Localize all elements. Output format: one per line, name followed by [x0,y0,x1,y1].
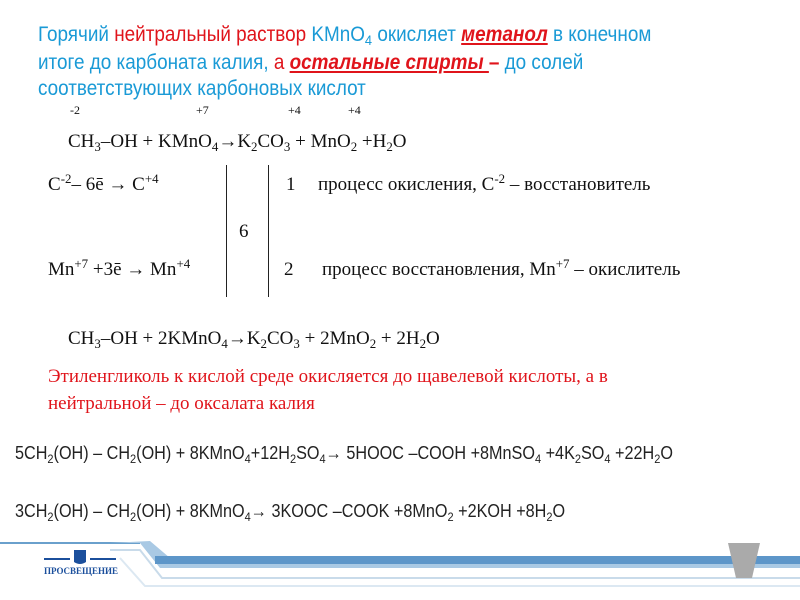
text-segment: 3CH [15,501,48,521]
text-segment: (OH) + 8KMnO [136,443,245,463]
text-segment: 2 [251,139,258,154]
equation-ethylene-glycol-acidic [15,443,673,464]
text-segment: O [426,328,440,349]
oxidation-state: -2 [70,103,80,117]
text-segment: +H [357,131,387,152]
text-segment: 2 [386,139,393,154]
text-segment: нейтральный раствор [114,23,312,46]
text-segment: 2 [419,336,427,351]
text-segment: –OH + 2KMnO [100,328,222,349]
text-segment: +7 [74,256,89,271]
text-segment: Горячий [38,23,115,46]
text-segment: процесс восстановления, Mn [322,259,556,280]
text-segment: 3 [283,139,291,154]
text-segment: CH [68,328,95,349]
text-segment: 4 [364,33,373,49]
text-segment: а [273,51,290,74]
oxidation-process [318,171,651,196]
text-segment: → 3KOOC –COOK +8MnO [250,501,448,521]
text-segment: +12H [250,443,290,463]
oxidation-state: +4 [288,103,301,117]
text-segment: 3 [293,336,300,351]
text-segment: O [552,501,566,521]
text-segment: SO [296,443,320,463]
text-segment: KMnO [311,23,365,46]
text-segment: 4 [211,139,219,154]
text-segment: итоге до карбоната калия, [38,51,274,74]
text-segment: 4 [221,336,228,351]
text-segment: 4 [604,452,611,466]
text-segment: +7 [555,256,570,271]
text-segment: +4 [144,171,159,186]
text-segment: – 6ē → C [71,174,145,195]
text-segment: -2 [60,171,72,186]
text-segment: 2 [289,452,297,466]
text-segment: +2KOH +8H [453,501,547,521]
text-segment: → 5HOOC –COOH +8MnSO [325,443,535,463]
title-line-1 [38,22,651,48]
text-segment: остальные спирты [289,51,489,74]
reduction-process [322,256,681,281]
oxidation-state: +4 [348,103,361,117]
text-segment: окисляет [372,23,462,46]
text-segment: (OH) – CH [53,501,131,521]
text-segment: -2 [494,171,506,186]
title-line-2 [38,50,583,76]
text-segment: →K [218,131,252,152]
text-segment: CO [267,328,294,349]
carbon-coefficient: 1 [286,174,296,195]
title-line-3 [38,76,366,102]
carbon-half-reaction [48,171,159,196]
text-segment: 2 [260,336,267,351]
decor-shape [728,543,760,578]
divider [226,165,227,297]
text-segment: (OH) – CH [53,443,131,463]
text-segment: SO [581,443,605,463]
text-segment: –OH + KMnO [100,131,212,152]
text-segment: C [48,174,61,195]
text-segment: O [392,131,407,152]
equation-methanol [68,131,407,153]
equation-ethylene-glycol-neutral [15,501,565,522]
text-segment: 2 [47,510,54,524]
manganese-coefficient: 2 [284,259,294,280]
text-segment: 2 [350,139,358,154]
text-segment: 2 [447,510,454,524]
logo-text: ПРОСВЕЩЕНИЕ [44,566,118,576]
text-segment: + 2MnO [299,328,370,349]
text-segment: O [660,443,673,463]
text-segment: + MnO [290,131,351,152]
text-segment: до солей [504,51,584,74]
equation-methanol-balanced [68,328,440,350]
oxidation-state: +7 [196,103,209,117]
text-segment: процесс окисления, С [318,174,495,195]
divider [268,165,269,297]
text-segment: +4 [176,256,191,271]
text-segment: +22H [610,443,655,463]
text-segment: 4 [244,452,251,466]
text-segment: →K [227,328,261,349]
text-segment: +3ē → Mn [88,259,177,280]
text-segment: 2 [47,452,54,466]
text-segment: 5CH [15,443,48,463]
text-segment: CH [68,131,95,152]
text-segment: + 2H [376,328,420,349]
text-segment: (OH) + 8KMnO [136,501,245,521]
text-segment: 4 [244,510,251,524]
text-segment: 4 [534,452,542,466]
text-segment: – [488,51,505,74]
text-segment: CO [257,131,284,152]
text-segment: 2 [130,510,137,524]
note-line-2: нейтральной – до оксалата калия [48,393,315,414]
manganese-half-reaction [48,256,191,281]
note-line-1: Этиленгликоль к кислой среде окисляется до щавелевой кислоты, а в [48,366,608,387]
text-segment: соответствующих карбоновых кислот [38,77,366,100]
text-segment: – восстановитель [505,174,651,195]
text-segment: +4K [541,443,575,463]
text-segment: 3 [94,336,101,351]
text-segment: в конечном [547,23,652,46]
text-segment: 3 [94,139,101,154]
text-segment: 2 [546,510,553,524]
text-segment: Mn [48,259,75,280]
text-segment: 4 [319,452,326,466]
text-segment: 2 [369,336,377,351]
lcm: 6 [239,221,249,242]
text-segment: 2 [654,452,661,466]
text-segment: 2 [574,452,582,466]
text-segment: – окислитель [569,259,681,280]
text-segment: метанол [461,23,548,46]
text-segment: 2 [130,452,137,466]
